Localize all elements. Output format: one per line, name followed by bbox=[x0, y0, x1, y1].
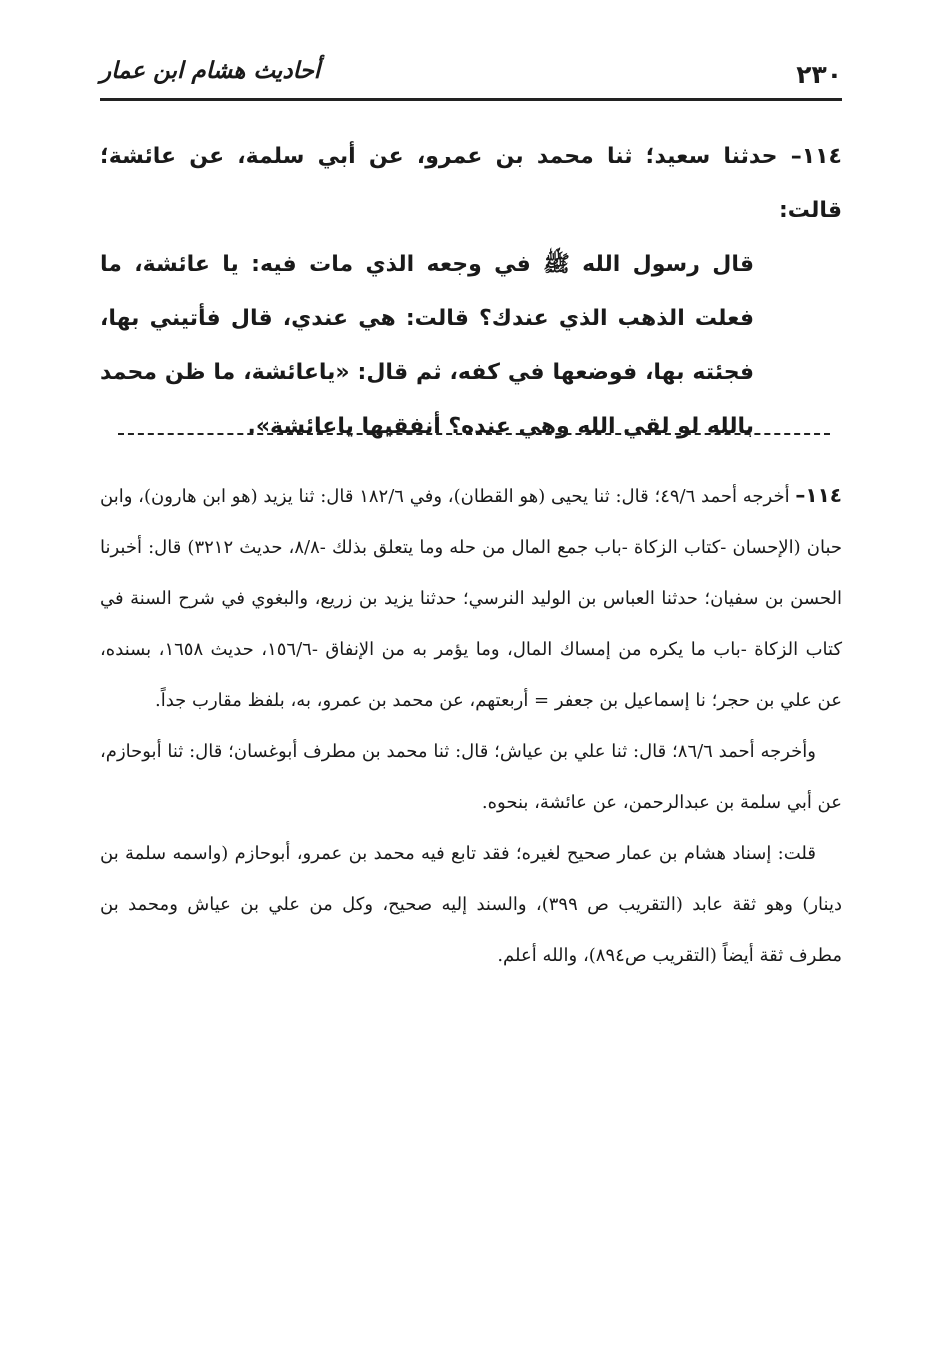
page-header bbox=[100, 58, 842, 98]
footnote-divider bbox=[118, 433, 830, 435]
header-rule bbox=[100, 98, 842, 101]
hadith-number: ١١٤– bbox=[790, 144, 842, 169]
note-paragraph-1 bbox=[100, 470, 842, 726]
page-number: ٢٣٠ bbox=[796, 60, 842, 89]
running-title: أحاديث هشام ابن عمار bbox=[100, 58, 321, 84]
hadith-first-line: حدثنا سعيد؛ ثنا محمد بن عمرو، عن أبي سلمة، عن عائشة؛ قالت: bbox=[100, 144, 842, 223]
note-text-1: أخرجه أحمد ٤٩/٦؛ قال: ثنا يحيى (هو القطان)، وفي ١٨٢/٦ قال: ثنا يزيد (هو ابن هارون)، وابن حبان (الإحسان -كتاب الزكاة -باب جمع المال من حله وما يتعلق بذلك -٨/٨، حديث ٣٢١٢) قال: أخبرنا الحسن بن سفيان؛ حدثنا العباس بن الوليد النرسي؛ حدثنا يزيد بن زريع، والبغوي في شرح السنة في كتاب الزكاة -باب ما يكره من إمساك المال، وما يؤمر به من الإنفاق -١٥٦/٦، حديث ١٦٥٨، بسنده، عن علي بن حجر؛ نا إسماعيل بن جعفر = أربعتهم، عن محمد بن عمرو، به، بلفظ مقارب جداً. bbox=[100, 486, 843, 711]
note-paragraph-3: قلت: إسناد هشام بن عمار صحيح لغيره؛ فقد تابع فيه محمد بن عمرو، أبوحازم (واسمه سلمة بن دينار) وهو ثقة عابد (التقريب ص ٣٩٩)، والسند إليه صحيح، وكل من علي بن عياش ومحمد بن مطرف ثقة أيضاً (التقريب ص٨٩٤)، والله أعلم. bbox=[100, 843, 843, 966]
hadith-continuation: قال رسول الله ﷺ في وجعه الذي مات فيه: يا عائشة، ما فعلت الذهب الذي عندك؟ قالت: هي عندي، قال فأتيني بها، فجئته بها، فوضعها في كفه، ثم قال: «ياعائشة، ما ظن محمد بالله لو لقي الله وهي عنده؟ أنفقيها ياعائشة». bbox=[100, 252, 754, 439]
note-number: ١١٤– bbox=[795, 483, 843, 507]
note-paragraph-2: وأخرجه أحمد ٨٦/٦؛ قال: ثنا علي بن عياش؛ قال: ثنا محمد بن مطرف أبوغسان؛ قال: ثنا أبوحازم، عن أبي سلمة بن عبدالرحمن، عن عائشة، بنحوه. bbox=[100, 741, 842, 813]
hadith-text bbox=[100, 130, 842, 454]
takhrij-notes bbox=[100, 470, 842, 981]
